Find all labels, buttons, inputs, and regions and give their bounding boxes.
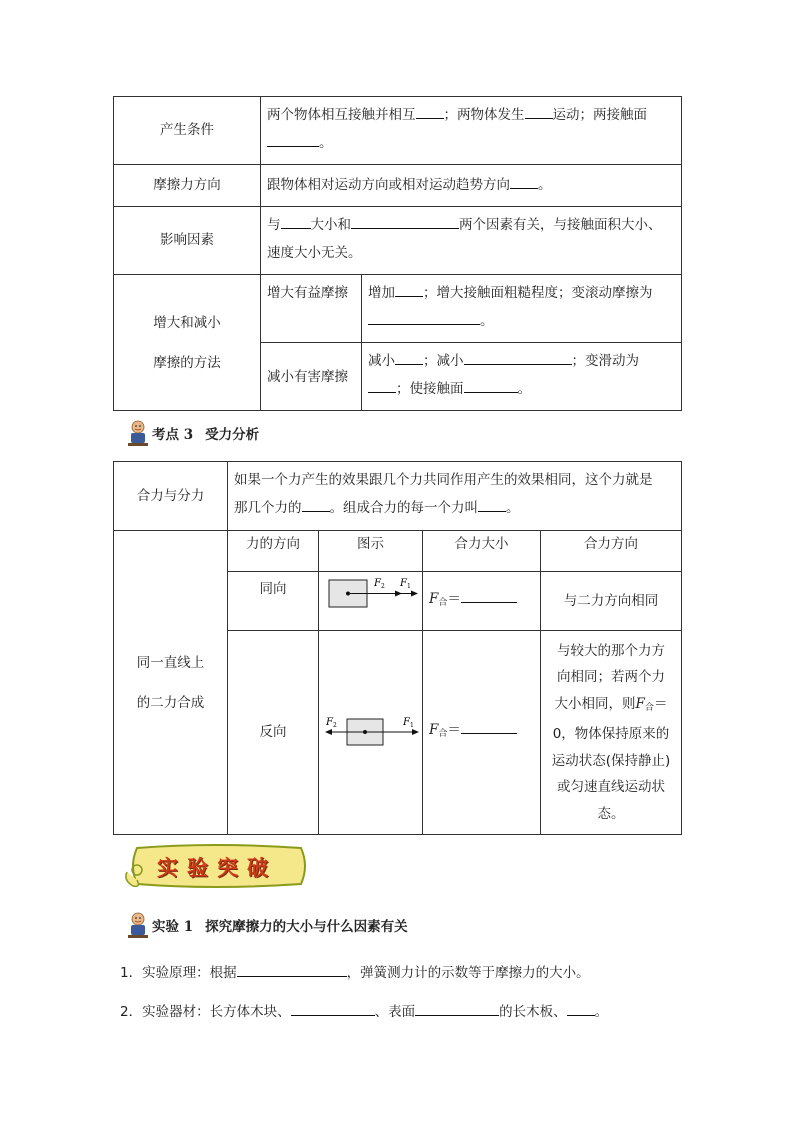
same-direction-label: 同向 xyxy=(228,572,319,631)
blank[interactable] xyxy=(368,308,480,325)
increase-cell: 增加 ；增大接触面粗糙程度；变滚动摩擦为 。 xyxy=(362,275,682,343)
blank[interactable] xyxy=(395,280,423,297)
f1-label: F xyxy=(400,578,407,589)
banner-text: 实验突破 xyxy=(157,855,277,880)
blank[interactable] xyxy=(395,348,423,365)
f2-label: F xyxy=(326,716,333,728)
same-result-cell: 与二力方向相同 xyxy=(541,572,682,631)
section3-heading: 考点 3 受力分析 xyxy=(128,418,259,448)
sub-label-increase: 增大有益摩擦 xyxy=(261,275,362,343)
list-item: 1．实验原理：根据 ，弹簧测力计的示数等于摩擦力的大小。 xyxy=(120,960,590,981)
row-label-methods: 增大和减小 摩擦的方法 xyxy=(114,275,261,411)
row-label-factors: 影响因素 xyxy=(114,207,261,275)
decrease-cell: 减小 ；减小 ；变滑动为 ；使接触面 。 xyxy=(362,343,682,411)
opposite-direction-force-diagram xyxy=(319,703,423,763)
blank[interactable] xyxy=(510,172,538,189)
opposite-magnitude-cell: $F_合=$ xyxy=(423,631,541,835)
blank[interactable] xyxy=(415,999,499,1016)
blank[interactable] xyxy=(464,376,518,393)
row-label-conditions: 产生条件 xyxy=(114,97,261,165)
same-direction-force-diagram xyxy=(319,572,423,630)
row-label-direction: 摩擦力方向 xyxy=(114,165,261,207)
blank[interactable] xyxy=(267,130,319,147)
direction-cell: 跟物体相对运动方向或相对运动趋势方向 。 xyxy=(261,165,682,207)
blank[interactable] xyxy=(237,960,347,977)
opposite-direction-label: 反向 xyxy=(228,631,319,835)
f2-sub: 2 xyxy=(333,721,337,729)
f2-sub: 2 xyxy=(381,583,385,590)
blank[interactable] xyxy=(368,376,396,393)
f1-sub: 1 xyxy=(410,721,414,729)
blank[interactable] xyxy=(464,348,572,365)
blank[interactable] xyxy=(567,999,595,1016)
opposite-direction-diagram xyxy=(319,631,423,835)
opposite-result-cell: 与较大的那个力方 向相同；若两个力 大小相同，则$F_合=$ 0，物体保持原来的 运动状态(保持静止) 或匀速直线运动状 态。 xyxy=(541,631,682,835)
list-item: 2．实验器材：长方体木块、 、表面 的长木板、 。 xyxy=(120,999,608,1020)
header-direction: 力的方向 xyxy=(228,531,319,572)
blank[interactable] xyxy=(302,495,330,512)
f1-sub: 1 xyxy=(407,583,411,590)
header-result-direction: 合力方向 xyxy=(541,531,682,572)
header-magnitude: 合力大小 xyxy=(423,531,541,572)
header-diagram: 图示 xyxy=(319,531,423,572)
experiment1-heading: 实验 1 探究摩擦力的大小与什么因素有关 xyxy=(128,910,408,940)
row-label-resultant: 合力与分力 xyxy=(114,462,228,531)
blank[interactable] xyxy=(461,586,517,603)
conditions-cell: 两个物体相互接触并相互 ；两物体发生 运动；两接触面 。 xyxy=(261,97,682,165)
blank[interactable] xyxy=(281,212,311,229)
teacher-icon xyxy=(128,911,148,939)
blank[interactable] xyxy=(525,102,553,119)
teacher-icon xyxy=(128,419,148,447)
resultant-cell: 如果一个力产生的效果跟几个力共同作用产生的效果相同，这个力就是 那几个力的 。组成合力的每一个力叫 。 xyxy=(228,462,682,531)
blank[interactable] xyxy=(461,717,517,734)
same-magnitude-cell: $F_合=$ xyxy=(423,572,541,631)
blank[interactable] xyxy=(416,102,444,119)
sub-label-decrease: 减小有害摩擦 xyxy=(261,343,362,411)
factors-cell: 与 大小和 两个因素有关，与接触面积大小、 速度大小无关。 xyxy=(261,207,682,275)
experiment-banner xyxy=(123,842,309,890)
blank[interactable] xyxy=(351,212,459,229)
blank[interactable] xyxy=(291,999,375,1016)
friction-table xyxy=(113,96,682,411)
force-analysis-table xyxy=(113,461,682,835)
same-direction-diagram xyxy=(319,572,423,631)
f2-label: F xyxy=(374,578,381,589)
blank[interactable] xyxy=(478,495,506,512)
row-label-collinear: 同一直线上 的二力合成 xyxy=(114,531,228,835)
f1-label: F xyxy=(403,716,410,728)
